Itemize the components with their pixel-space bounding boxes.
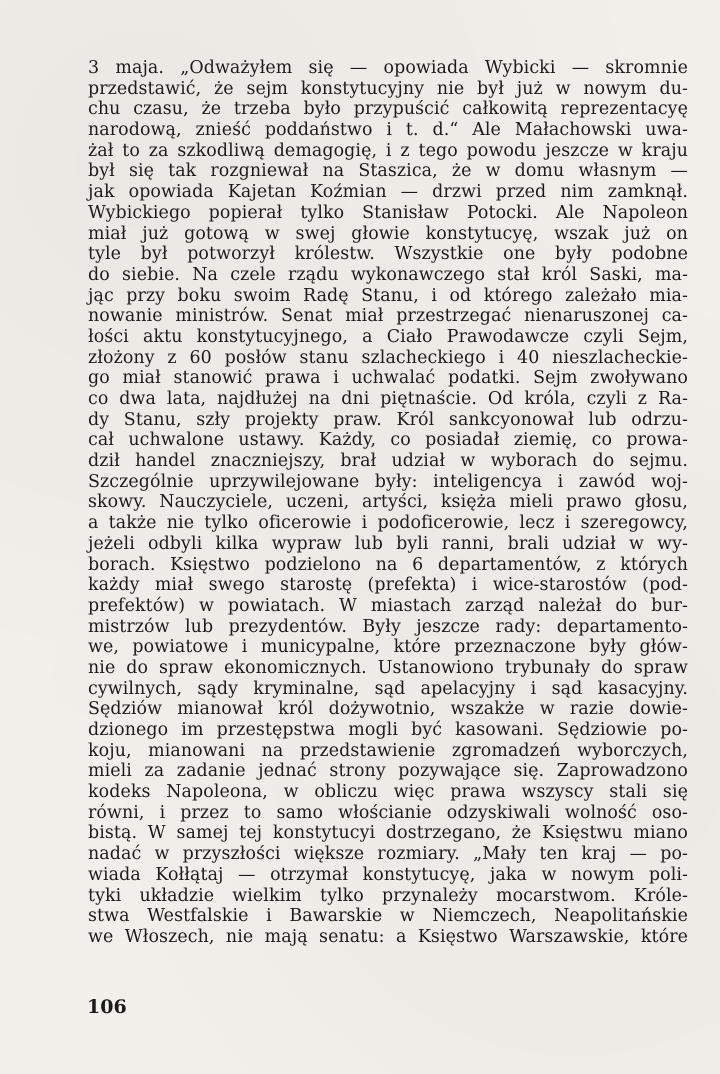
text-line: każdy miał swego starostę (prefekta) i wice-starostów (pod- [88, 575, 688, 596]
text-line: dzionego im przestępstwa mogli być kasowani. Sędziowie po- [88, 720, 688, 740]
text-line: bistą. W samej tej konstytucyi dostrzegano, że Księstwu miano [88, 823, 688, 844]
text-line: tyle był potworzył królestw. Wszystkie one były podobne [88, 244, 688, 265]
text-line: chu czasu, że trzeba było przypuścić całkowitą reprezentacyę [88, 99, 688, 120]
text-line: nowanie ministrów. Senat miał przestrzegać nienaruszonej ca- [88, 306, 688, 327]
text-line: jeżeli odbyli kilka wypraw lub byli ranni, brali udział w wy- [88, 533, 688, 554]
text-line: do siebie. Na czele rządu wykonawczego stał król Saski, ma- [88, 264, 688, 285]
text-line: kodeks Napoleona, w obliczu więc prawa wszyscy stali się [88, 782, 688, 803]
text-line: koju, mianowani na przedstawienie zgromadzeń wyborczych, [88, 740, 688, 761]
text-line: borach. Księstwo podzielono na 6 departamentów, z których [88, 554, 688, 575]
text-line: jak opowiada Kajetan Koźmian — drzwi przed nim zamknął. [88, 182, 688, 203]
text-line: tyki układzie wielkim tylko przynależy mocarstwom. Króle- [88, 885, 688, 906]
text-line: dy Stanu, szły projekty praw. Król sankcyonował lub odrzu- [88, 409, 688, 430]
text-line: co dwa lata, najdłużej na dni piętnaście. Od króla, czyli z Ra- [88, 389, 688, 409]
text-line: równi, i przez to samo włościanie odzyskiwali wolność oso- [88, 802, 688, 823]
text-line: przedstawić, że sejm konstytucyjny nie był już w nowym du- [88, 78, 688, 99]
text-line: mistrzów lub prezydentów. Były jeszcze rady: departamento- [88, 616, 688, 637]
text-line: Wybickiego popierał tylko Stanisław Potocki. Ale Napoleon [88, 202, 688, 223]
text-line: prefektów) w powiatach. W miastach zarząd należał do bur- [88, 595, 688, 616]
text-line: mieli za zadanie jednać strony pozywające się. Zaprowadzono [88, 761, 688, 782]
text-line: skowy. Nauczyciele, uczeni, artyści, księża mieli prawo głosu, [88, 492, 688, 513]
text-line: nie do spraw ekonomicznych. Ustanowiono trybunały do spraw [88, 657, 688, 678]
text-line: jąc przy boku swoim Radę Stanu, i od którego zależało mia- [88, 285, 688, 306]
text-line: Szczególnie uprzywilejowane były: inteligencya i zawód woj- [88, 471, 688, 492]
text-line: we Włoszech, nie mają senatu: a Księstwo Warszawskie, które [88, 926, 688, 947]
text-line: dził handel znaczniejszy, brał udział w wyborach do sejmu. [88, 451, 688, 472]
page-number: 106 [87, 996, 127, 1018]
text-line: miał już gotową w swej głowie konstytucyę, wszak już on [88, 223, 688, 244]
text-line: Sędziów mianował król dożywotnio, wszakże w razie dowie- [88, 699, 688, 720]
text-line: cał uchwalone ustawy. Każdy, co posiadał ziemię, co prowa- [88, 430, 688, 451]
body-text [88, 58, 688, 948]
text-line: żał to za szkodliwą demagogię, i z tego powodu jeszcze w kraju [88, 140, 688, 161]
text-line: we, powiatowe i municypalne, które przeznaczone były głów- [88, 637, 688, 658]
text-line: 3 maja. „Odważyłem się — opowiada Wybicki — skromnie [88, 58, 688, 78]
text-line: stwa Westfalskie i Bawarskie w Niemczech, Neapolitańskie [88, 906, 688, 927]
text-line: cywilnych, sądy kryminalne, sąd apelacyjny i sąd kasacyjny. [88, 678, 688, 699]
text-line: narodową, znieść poddaństwo i t. d.“ Ale Małachowski uwa- [88, 120, 688, 141]
text-line: złożony z 60 posłów stanu szlacheckiego i 40 nieszlacheckie- [88, 347, 688, 368]
text-line: nadać w przyszłości większe rozmiary. „Mały ten kraj — po- [88, 844, 688, 865]
text-line: łości aktu konstytucyjnego, a Ciało Prawodawcze czyli Sejm, [88, 326, 688, 347]
text-line: a także nie tylko oficerowie i podoficerowie, lecz i szeregowcy, [88, 513, 688, 534]
text-line: go miał stanowić prawa i uchwalać podatki. Sejm zwoływano [88, 368, 688, 389]
text-line: wiada Kołłątaj — otrzymał konstytucyę, jaka w nowym poli- [88, 864, 688, 885]
text-line: był się tak rozgniewał na Staszica, że w domu własnym — [88, 161, 688, 182]
